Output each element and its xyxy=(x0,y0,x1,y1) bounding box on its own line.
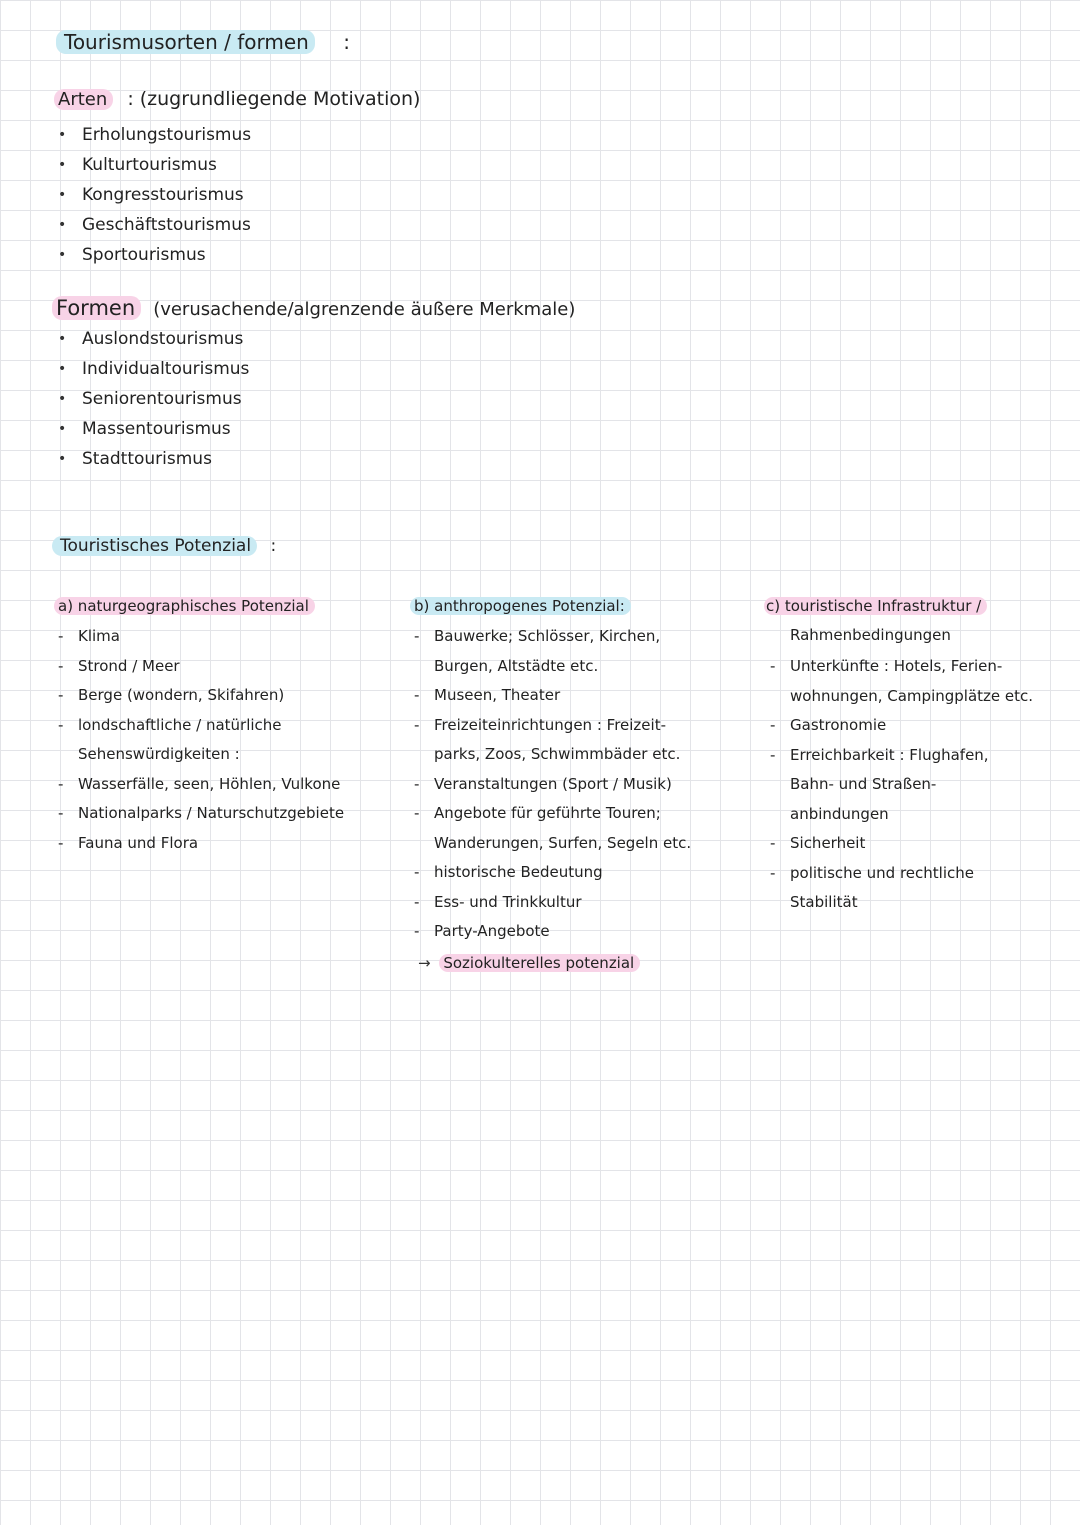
list-item: - Nationalparks / Naturschutzgebiete xyxy=(54,799,344,829)
col-b-heading xyxy=(410,597,631,615)
list-item: Burgen, Altstädte etc. xyxy=(434,656,599,675)
list-item: parks, Zoos, Schwimmbäder etc. xyxy=(434,745,681,763)
col-b-list xyxy=(410,622,691,947)
list-item: • Sportourismus xyxy=(58,240,251,270)
list-item: - Strond / Meer xyxy=(54,652,344,682)
list-item: - Sicherheit xyxy=(766,829,1033,859)
col-a-heading-text: a) naturgeographisches Potenzial xyxy=(54,597,315,615)
list-item: • Stadttourismus xyxy=(58,444,249,474)
list-item: - Bauwerke; Schlösser, Kirchen, xyxy=(410,622,691,652)
list-item: - Klima xyxy=(54,622,344,652)
list-item: • Seniorentourismus xyxy=(58,384,249,414)
page-title xyxy=(56,30,350,54)
list-item: • Massentourismus xyxy=(58,414,249,444)
formen-heading-row xyxy=(52,296,575,320)
potenzial-heading-row xyxy=(52,536,276,556)
page-title-colon: : xyxy=(343,30,350,54)
formen-list xyxy=(58,324,249,474)
list-item: • Auslondstourismus xyxy=(58,324,249,354)
list-item: - Wasserfälle, seen, Höhlen, Vulkone xyxy=(54,770,344,800)
col-c-heading-2 xyxy=(790,626,951,644)
list-item: Sehenswürdigkeiten : xyxy=(78,745,240,763)
list-item: - Freizeiteinrichtungen : Freizeit- xyxy=(410,711,691,741)
list-item: - Berge (wondern, Skifahren) xyxy=(54,681,344,711)
formen-subtitle: (verusachende/algrenzende äußere Merkmale) xyxy=(153,299,576,320)
list-item: - Ess- und Trinkkultur xyxy=(410,888,691,918)
arrow-right-icon: → xyxy=(418,954,431,972)
formen-heading: Formen xyxy=(52,296,141,320)
potenzial-heading: Touristisches Potenzial xyxy=(52,536,257,556)
arten-heading: Arten xyxy=(54,89,113,110)
col-c-heading-text-1: c) touristische Infrastruktur / xyxy=(764,597,987,615)
list-item: • Kulturtourismus xyxy=(58,150,251,180)
page-title-text: Tourismusorten / formen xyxy=(56,30,315,54)
col-c-heading xyxy=(764,597,987,615)
list-item: wohnungen, Campingplätze etc. xyxy=(790,686,1034,705)
col-c-heading-text-2: Rahmenbedingungen xyxy=(790,626,951,644)
list-item: - Angebote für geführte Touren; xyxy=(410,799,691,829)
list-item: • Individualtourismus xyxy=(58,354,249,384)
list-item: - Gastronomie xyxy=(766,711,1033,741)
list-item: - politische und rechtliche xyxy=(766,859,1033,889)
list-item: - Veranstaltungen (Sport / Musik) xyxy=(410,770,691,800)
list-item: anbindungen xyxy=(790,804,889,823)
arten-list xyxy=(58,120,251,270)
list-item: Stabilität xyxy=(790,893,858,911)
col-a-heading xyxy=(54,597,315,615)
list-item: - Party-Angebote xyxy=(410,917,691,947)
arten-heading-row xyxy=(54,88,420,110)
list-item: - Fauna und Flora xyxy=(54,829,344,859)
col-b-conclusion: Soziokulterelles potenzial xyxy=(439,954,640,972)
col-b-conclusion-row xyxy=(418,954,640,972)
list-item: Wanderungen, Surfen, Segeln etc. xyxy=(434,833,692,852)
list-item: - Unterkünfte : Hotels, Ferien- xyxy=(766,652,1033,682)
list-item: - historische Bedeutung xyxy=(410,858,691,888)
arten-subtitle: : (zugrundliegende Motivation) xyxy=(127,88,421,110)
list-item: Bahn- und Straßen- xyxy=(790,775,937,793)
col-c-list xyxy=(766,652,1033,918)
potenzial-colon: : xyxy=(270,536,277,556)
list-item: - Erreichbarkeit : Flughafen, xyxy=(766,741,1033,771)
col-b-heading-text: b) anthropogenes Potenzial: xyxy=(410,597,631,615)
list-item: - londschaftliche / natürliche xyxy=(54,711,344,741)
list-item: • Kongresstourismus xyxy=(58,180,251,210)
list-item: • Geschäftstourismus xyxy=(58,210,251,240)
list-item: - Museen, Theater xyxy=(410,681,691,711)
list-item: • Erholungstourismus xyxy=(58,120,251,150)
col-a-list xyxy=(54,622,344,858)
